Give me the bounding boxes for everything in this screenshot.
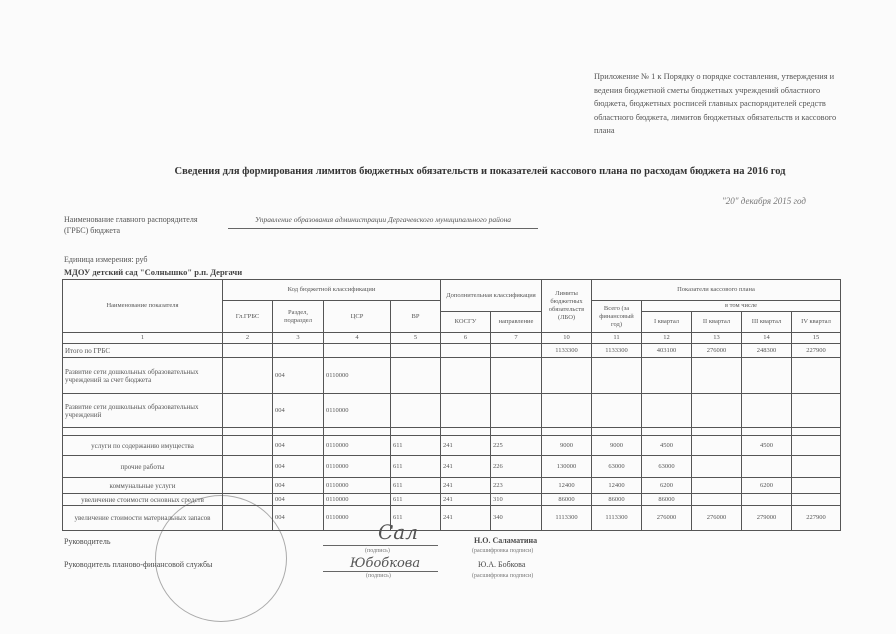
table-cell [223, 394, 273, 428]
table-cell [592, 394, 642, 428]
column-number: 11 [592, 333, 642, 344]
table-cell: 004 [273, 456, 324, 478]
head-name: Н.О. Саламатина [474, 536, 538, 545]
header-q1: I квартал [642, 312, 692, 333]
table-cell: 63000 [642, 456, 692, 478]
table-cell: 1133300 [542, 344, 592, 358]
table-cell [592, 428, 642, 436]
table-cell [542, 358, 592, 394]
table-cell: 86000 [592, 494, 642, 506]
column-number: 6 [441, 333, 491, 344]
head-signature: Сал [378, 520, 418, 544]
table-row [63, 506, 841, 531]
header-name: Наименование показателя [63, 280, 223, 333]
row-name: прочие работы [63, 456, 223, 478]
table-cell: 4500 [742, 436, 792, 456]
table-cell [792, 358, 841, 394]
org-label-line: (ГРБС) бюджета [64, 226, 121, 235]
table-cell: 6200 [742, 478, 792, 494]
sign-caption: (подпись) [365, 548, 390, 554]
document-date: "20" декабря 2015 год [722, 196, 806, 206]
table-cell [223, 344, 273, 358]
table-cell: 1113300 [592, 506, 642, 531]
column-number: 3 [273, 333, 324, 344]
table-cell [223, 478, 273, 494]
table-cell [792, 428, 841, 436]
table-cell [223, 428, 273, 436]
table-cell [441, 428, 491, 436]
table-cell [742, 456, 792, 478]
table-cell [642, 358, 692, 394]
table-cell: 241 [441, 456, 491, 478]
row-name: Итого по ГРБС [63, 344, 223, 358]
column-number: 5 [391, 333, 441, 344]
header-codes: Код бюджетной классификации [223, 280, 441, 301]
table-cell [792, 456, 841, 478]
table-cell [273, 428, 324, 436]
table-row [63, 436, 841, 456]
column-number: 13 [692, 333, 742, 344]
table-cell: 12400 [592, 478, 642, 494]
table-cell [792, 394, 841, 428]
table-cell [391, 344, 441, 358]
header-extra: Дополнительная классификация [441, 280, 542, 312]
table-cell: 0110000 [324, 478, 391, 494]
table-cell [491, 394, 542, 428]
budget-table [62, 279, 841, 531]
column-number: 12 [642, 333, 692, 344]
table-cell [542, 428, 592, 436]
header-q3: III квартал [742, 312, 792, 333]
table-row [63, 428, 841, 436]
table-cell: 86000 [542, 494, 592, 506]
table-cell: 004 [273, 358, 324, 394]
row-name: увеличение стоимости основных средств [63, 494, 223, 506]
column-number: 7 [491, 333, 542, 344]
table-cell [491, 358, 542, 394]
table-cell [692, 456, 742, 478]
table-cell: 130000 [542, 456, 592, 478]
table-cell: 276000 [642, 506, 692, 531]
row-name: услуги по содержанию имущества [63, 436, 223, 456]
table-cell: 276000 [692, 506, 742, 531]
table-cell: 227900 [792, 344, 841, 358]
header-grbs: Гл.ГРБС [223, 301, 273, 333]
header-plan: Показатели кассового плана [592, 280, 841, 301]
table-cell [441, 344, 491, 358]
table-row [63, 394, 841, 428]
table-cell: 9000 [542, 436, 592, 456]
table-cell: 0110000 [324, 394, 391, 428]
header-incl: в том числе [642, 301, 841, 312]
table-cell [441, 358, 491, 394]
table-cell [742, 394, 792, 428]
table-cell [792, 478, 841, 494]
table-cell: 279000 [742, 506, 792, 531]
row-name: коммунальные услуги [63, 478, 223, 494]
table-cell [642, 394, 692, 428]
table-cell [692, 428, 742, 436]
table-cell [692, 494, 742, 506]
org-label [64, 214, 198, 236]
header-q4: IV квартал [792, 312, 841, 333]
table-cell: 004 [273, 506, 324, 531]
institution-name: МДОУ детский сад "Солнышко" р.п. Дергачи [64, 267, 243, 277]
column-number: 2 [223, 333, 273, 344]
table-cell: 6200 [642, 478, 692, 494]
table-cell: 1113300 [542, 506, 592, 531]
row-name: увеличение стоимости материальных запасов [63, 506, 223, 531]
table-cell [223, 494, 273, 506]
column-number: 10 [542, 333, 592, 344]
table-row [63, 478, 841, 494]
decode-caption: (расшифровка подписи) [472, 573, 534, 579]
table-cell: 611 [391, 506, 441, 531]
table-cell: 0110000 [324, 456, 391, 478]
table-cell [273, 344, 324, 358]
table-cell [592, 358, 642, 394]
table-row [63, 358, 841, 394]
table-cell: 1133300 [592, 344, 642, 358]
table-cell: 004 [273, 436, 324, 456]
header-section: Раздел, подраздел [273, 301, 324, 333]
table-cell: 0110000 [324, 506, 391, 531]
document-title: Сведения для формирования лимитов бюджетных обязательств и показателей кассового плана по расходам бюджета на 2016 год [174, 166, 786, 177]
column-number: 14 [742, 333, 792, 344]
table-cell: 310 [491, 494, 542, 506]
table-cell: 276000 [692, 344, 742, 358]
table-row [63, 494, 841, 506]
table-cell: 4500 [642, 436, 692, 456]
decode-caption: (расшифровка подписи) [472, 548, 534, 554]
org-label-line: Наименование главного распорядителя [64, 215, 198, 224]
table-cell [692, 436, 742, 456]
column-number: 1 [63, 333, 223, 344]
table-cell [742, 428, 792, 436]
table-cell: 004 [273, 478, 324, 494]
table-cell: 225 [491, 436, 542, 456]
table-cell: 12400 [542, 478, 592, 494]
table-cell [491, 344, 542, 358]
table-cell [792, 494, 841, 506]
table-cell: 611 [391, 456, 441, 478]
table-cell: 63000 [592, 456, 642, 478]
table-cell: 611 [391, 494, 441, 506]
table-row [63, 344, 841, 358]
table-cell: 223 [491, 478, 542, 494]
table-cell: 248300 [742, 344, 792, 358]
unit-label: Единица измерения: руб [64, 255, 148, 264]
table-cell [223, 436, 273, 456]
table-cell: 611 [391, 436, 441, 456]
table-cell: 241 [441, 436, 491, 456]
table-cell: 0110000 [324, 358, 391, 394]
header-plan-year: Всего (за финансовый год) [592, 301, 642, 333]
table-cell [391, 394, 441, 428]
column-number: 15 [792, 333, 841, 344]
fin-signature: Юбобкова [350, 556, 421, 571]
table-cell [223, 456, 273, 478]
header-vr: ВР [391, 301, 441, 333]
table-cell [692, 394, 742, 428]
table-cell [491, 428, 542, 436]
table-cell [792, 436, 841, 456]
table-cell: 0110000 [324, 494, 391, 506]
table-cell: 241 [441, 506, 491, 531]
row-name: Развитие сети дошкольных образовательных учреждений за счет бюджета [63, 358, 223, 394]
table-cell [542, 394, 592, 428]
sign-caption: (подпись) [366, 573, 391, 579]
table-cell [742, 494, 792, 506]
row-name: Развитие сети дошкольных образовательных учреждений [63, 394, 223, 428]
table-cell: 004 [273, 494, 324, 506]
table-cell [324, 428, 391, 436]
table-cell [391, 358, 441, 394]
head-label: Руководитель [64, 537, 111, 546]
table-cell: 9000 [592, 436, 642, 456]
table-cell: 226 [491, 456, 542, 478]
header-direction: направление [491, 312, 542, 333]
fin-name: Ю.А. Бобкова [478, 560, 526, 569]
org-name: Управление образования администрации Дергачевского муниципального района [228, 214, 538, 229]
table-cell: 611 [391, 478, 441, 494]
table-cell: 0110000 [324, 436, 391, 456]
table-cell [324, 344, 391, 358]
table-cell: 241 [441, 478, 491, 494]
header-csr: ЦСР [324, 301, 391, 333]
table-row [63, 456, 841, 478]
annex-note: Приложение № 1 к Порядку о порядке составления, утверждения и ведения бюджетной сметы бюджетных учреждений областного бюджета, бюджетных росписей главных распорядителей средств областного бюджета, лимитов бюджетных обязательств и кассового плана [594, 72, 837, 136]
table-cell: 004 [273, 394, 324, 428]
header-kosgu: КОСГУ [441, 312, 491, 333]
table-cell: 86000 [642, 494, 692, 506]
table-cell [441, 394, 491, 428]
table-cell [692, 358, 742, 394]
column-number: 4 [324, 333, 391, 344]
table-cell: 241 [441, 494, 491, 506]
table-cell: 403100 [642, 344, 692, 358]
table-cell [742, 358, 792, 394]
header-total: Лимиты бюджетных обязательств (ЛБО) [542, 280, 592, 333]
table-cell [692, 478, 742, 494]
fin-head-label: Руководитель планово-финансовой службы [64, 560, 213, 569]
table-cell [642, 428, 692, 436]
table-cell [223, 506, 273, 531]
table-cell [391, 428, 441, 436]
table-cell: 227900 [792, 506, 841, 531]
table-cell [223, 358, 273, 394]
row-name [63, 428, 223, 436]
table-cell: 340 [491, 506, 542, 531]
header-q2: II квартал [692, 312, 742, 333]
